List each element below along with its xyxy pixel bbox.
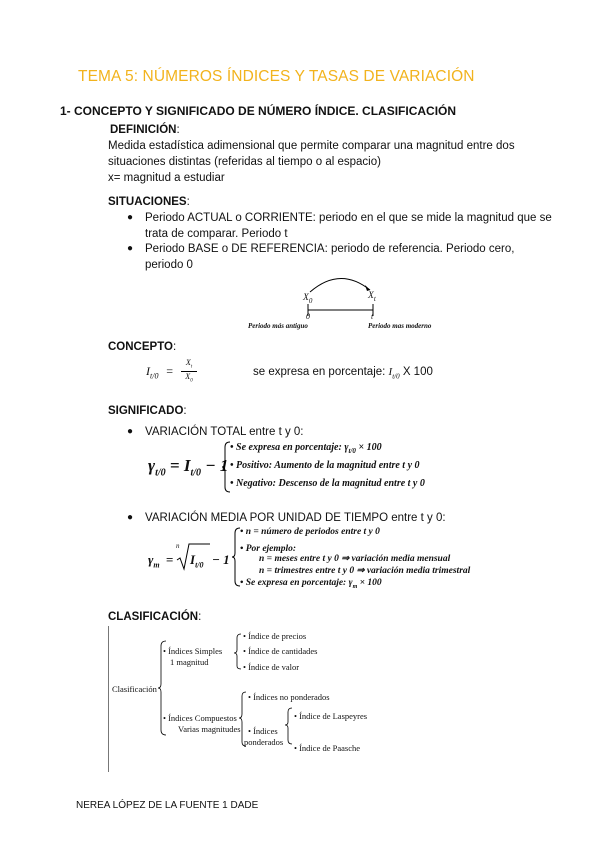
f1-item-positivo: • Positivo: Aumento de la magnitud entre t y 0 — [230, 460, 420, 471]
situaciones-heading: SITUACIONES: — [108, 196, 190, 208]
formula-eq: = — [165, 364, 174, 378]
tree-paasche: • Índice de Paasche — [294, 743, 360, 753]
timeline-label-left: Periodo más antiguo — [248, 322, 308, 330]
concepto-pct — [253, 364, 433, 384]
clasificacion-heading-text: CLASIFICACIÓN — [108, 611, 199, 623]
bullet-dot: ● — [127, 243, 134, 254]
tree-precios: • Índice de precios — [243, 631, 307, 641]
clasificacion-heading: CLASIFICACIÓN: — [108, 611, 202, 623]
xt-label: X — [368, 291, 374, 301]
f1-gamma: γ — [148, 456, 156, 475]
significado-bullet-media — [127, 510, 446, 526]
f2-item-tail: × 100 — [359, 578, 382, 588]
definicion-line: Medida estadística adimensional que permite comparar una magnitud entre dos — [108, 140, 515, 152]
timeline-label-right: Periodo mas moderno — [368, 322, 432, 330]
definicion-line: situaciones distintas (referidas al tiempo o al espacio) — [108, 156, 381, 168]
fraction-num: X — [185, 358, 191, 367]
significado-bullet-total — [127, 424, 304, 440]
timeline-arc — [310, 278, 370, 292]
significado-heading-text: SIGNIFICADO — [108, 405, 184, 417]
tree-no-ponderados: • Índices no ponderados — [248, 692, 330, 702]
f2-I-sub: t/0 — [195, 560, 204, 570]
tree-simples-sub: 1 magnitud — [170, 657, 209, 667]
x0-sub: 0 — [308, 296, 313, 305]
f1-item-negativo: • Negativo: Descenso de la magnitud entre t y 0 — [230, 478, 425, 489]
f2-item-porcentaje — [240, 578, 382, 590]
situaciones-heading-text: SITUACIONES — [108, 196, 187, 208]
formula-variacion-media — [148, 552, 176, 570]
concepto-formula — [146, 364, 174, 380]
fraction-den-sub: 0 — [190, 378, 193, 384]
xt-sub: t — [373, 294, 376, 303]
bullet-dot: ● — [127, 512, 134, 523]
f1-minus: − 1 — [205, 456, 229, 475]
f2-item-ejemplo: • Por ejemplo: — [240, 544, 297, 554]
definicion-line: x= magnitud a estudiar — [108, 172, 225, 184]
formula-sub: t/0 — [150, 371, 159, 381]
f2-root-index: n — [176, 542, 180, 550]
f2-item-meses: n = meses entre t y 0 ⇒ variación media mensual — [259, 554, 451, 564]
definicion-heading: DEFINICIÓN: — [110, 124, 180, 136]
tree-laspeyres: • Índice de Laspeyres — [294, 711, 368, 721]
bullet-line: Periodo BASE o DE REFERENCIA: periodo de referencia. Periodo cero, — [145, 243, 515, 255]
f2-eq: = — [165, 552, 174, 567]
pct-tail: X 100 — [402, 366, 433, 378]
definicion-text — [108, 138, 578, 186]
tree-ponderados: • Índices — [248, 726, 278, 736]
bullet-text: VARIACIÓN MEDIA POR UNIDAD DE TIEMPO entre t y 0: — [145, 512, 446, 524]
f1-item-sub: t/0 — [348, 447, 356, 455]
f2-I: I — [190, 552, 196, 567]
tree-ponderados-sub: ponderados — [244, 737, 284, 747]
f2-gamma: γ — [148, 552, 154, 567]
bullet-dot: ● — [127, 212, 134, 223]
f2-item-trimestres: n = trimestres entre t y 0 ⇒ variación media trimestral — [259, 566, 471, 576]
concepto-fraction — [181, 358, 197, 383]
f1-item-porcentaje — [230, 442, 382, 455]
concepto-heading-text: CONCEPTO — [108, 341, 173, 353]
pct-text: se expresa en porcentaje: — [253, 366, 386, 378]
concepto-heading: CONCEPTO: — [108, 341, 177, 353]
significado-heading: SIGNIFICADO: — [108, 405, 187, 417]
fraction-num-sub: t — [190, 364, 193, 370]
tree-cantidades: • Índice de cantidades — [243, 646, 318, 656]
tick-t-label: t — [371, 312, 374, 321]
f1-i-sub: t/0 — [190, 467, 202, 479]
bullet-line: Periodo ACTUAL o CORRIENTE: periodo en el que se mide la magnitud que se — [145, 212, 552, 224]
f1-item-text: • Se expresa en porcentaje: γ — [230, 442, 349, 453]
bullet-line: trata de comparar. Periodo t — [145, 228, 288, 240]
bullet-text: VARIACIÓN TOTAL entre t y 0: — [145, 426, 304, 438]
formula-variacion-total — [148, 456, 228, 478]
tree-root: Clasificación — [112, 684, 157, 694]
fraction-den: X — [185, 371, 191, 381]
pct-I: I — [388, 366, 393, 378]
tree-simples: • Índices Simples — [163, 646, 223, 656]
f2-minus: − 1 — [212, 552, 230, 567]
f2-item-text: • Se expresa en porcentaje: γ — [240, 578, 353, 588]
f1-gamma-sub: t/0 — [155, 467, 166, 479]
f2-radicand — [190, 552, 204, 570]
page-title: TEMA 5: NÚMEROS ÍNDICES Y TASAS DE VARIACIÓN — [78, 68, 475, 85]
section-heading: 1- CONCEPTO Y SIGNIFICADO DE NÚMERO ÍNDICE. CLASIFICACIÓN — [60, 104, 457, 118]
tree-compuestos: • Índices Compuestos — [163, 713, 237, 723]
timeline-xt — [368, 291, 376, 303]
definicion-heading-text: DEFINICIÓN — [110, 124, 177, 136]
page-footer: NEREA LÓPEZ DE LA FUENTE 1 DADE — [76, 800, 259, 811]
situaciones-bullet-actual — [127, 210, 565, 242]
timeline-x0 — [303, 293, 312, 305]
formula-I: I — [146, 364, 150, 378]
f2-item-sub: m — [352, 583, 358, 590]
f2-item-n: • n = número de periodos entre t y 0 — [240, 527, 380, 537]
tree-valor: • Índice de valor — [243, 662, 300, 672]
tree-compuestos-sub: Varias magnitudes — [178, 724, 241, 734]
f1-item-tail: × 100 — [358, 442, 382, 453]
x0-label: X — [303, 293, 309, 303]
bullet-line: periodo 0 — [145, 259, 193, 271]
f1-rest: = I — [169, 456, 191, 475]
pct-sub: t/0 — [392, 372, 400, 381]
tick-zero-label: 0 — [306, 312, 310, 321]
bullet-dot: ● — [127, 426, 134, 437]
f2-gamma-sub: m — [153, 560, 160, 570]
